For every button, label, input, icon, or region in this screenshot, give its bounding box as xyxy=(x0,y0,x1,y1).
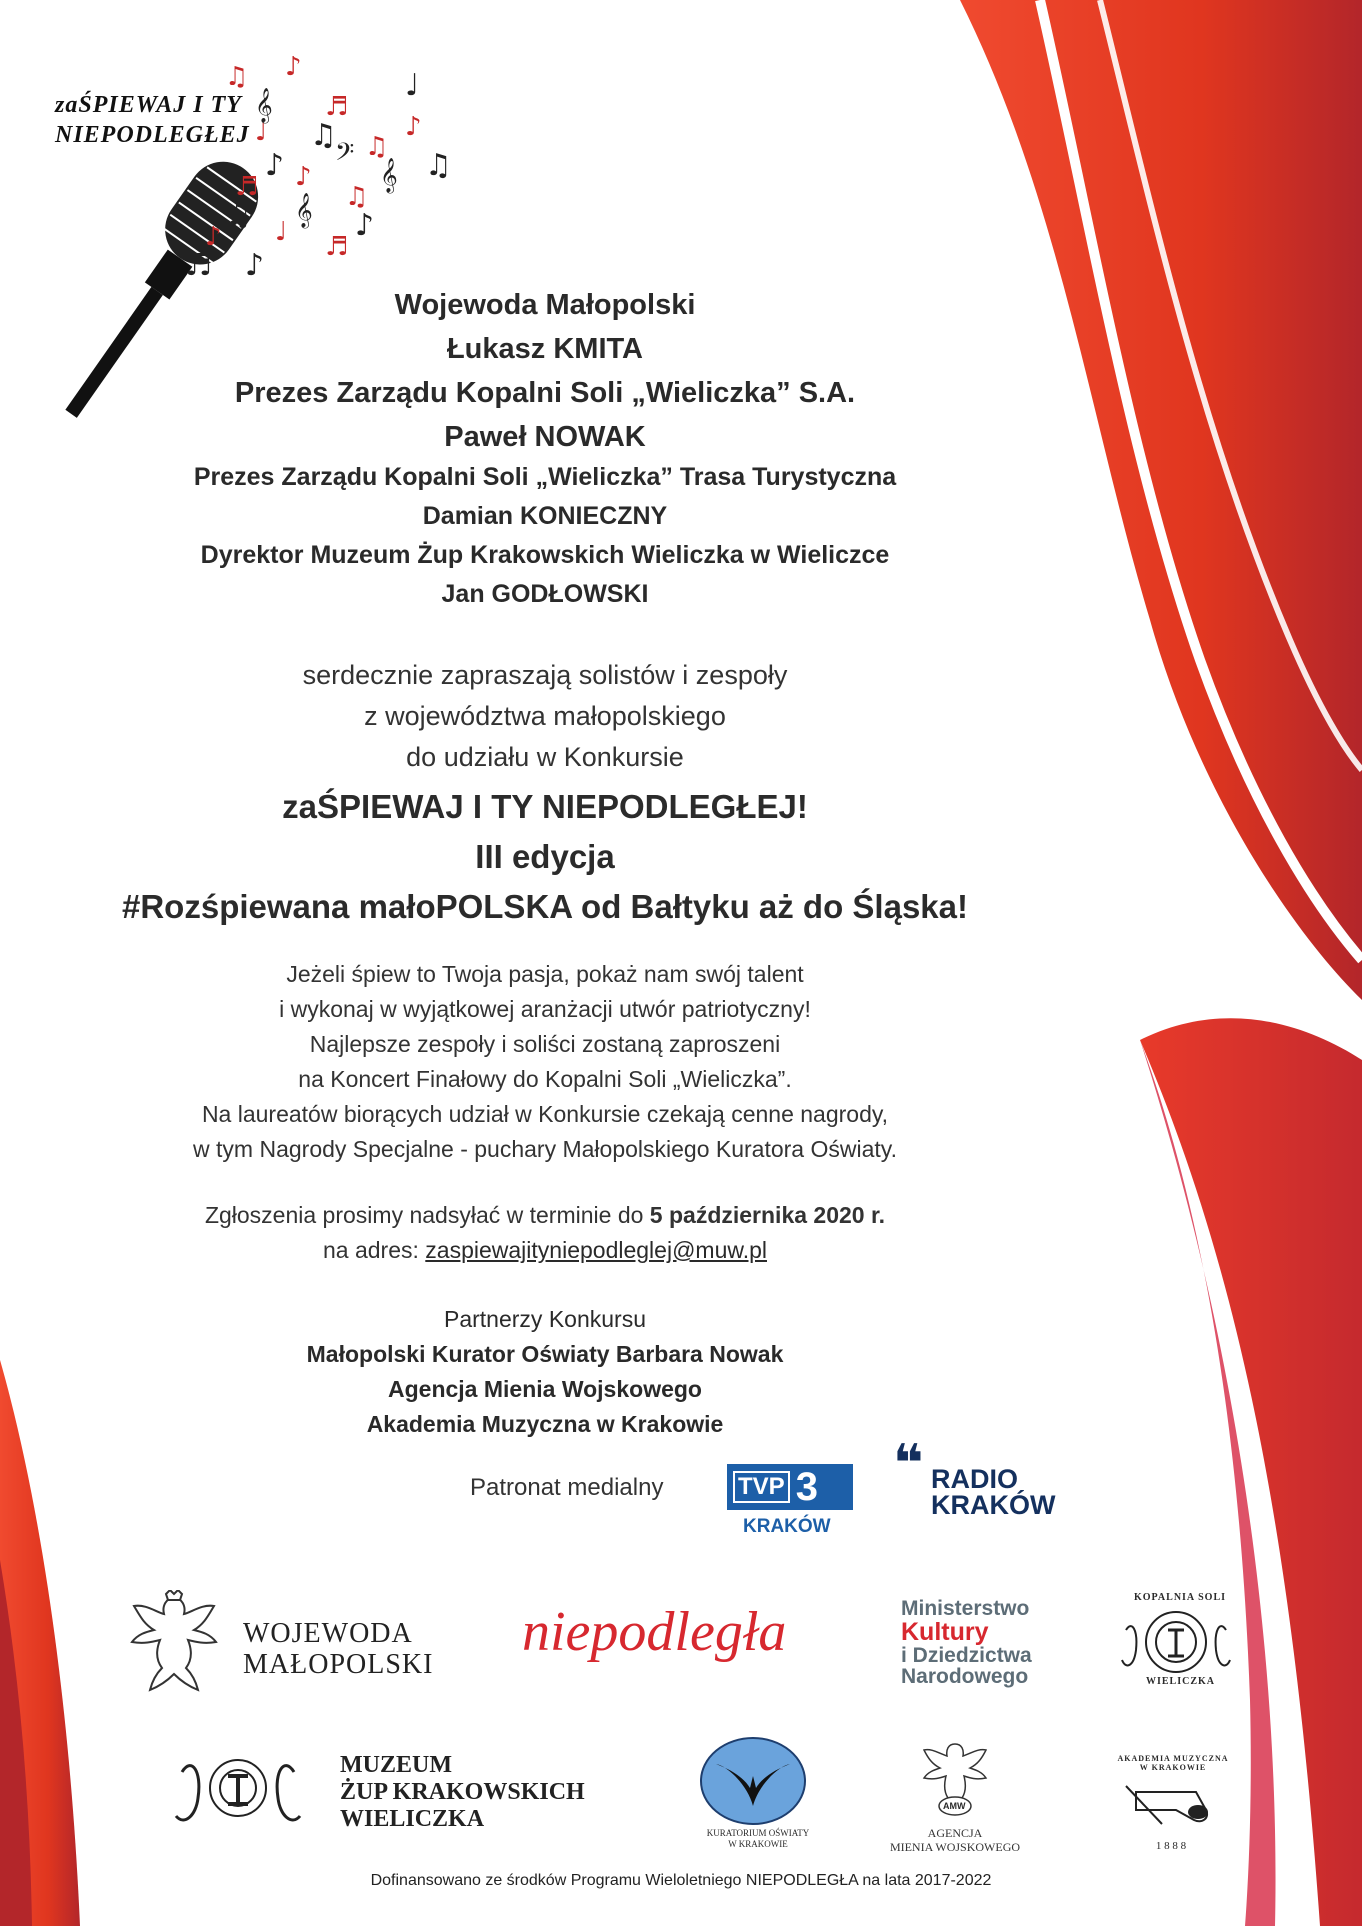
invite-line-3: do udziału w Konkursie xyxy=(406,742,684,772)
amw-logo xyxy=(885,1738,1025,1862)
submission-prefix: Zgłoszenia prosimy nadsyłać w terminie do xyxy=(204,1202,650,1228)
svg-text:♫: ♫ xyxy=(225,198,252,233)
invite-line-1: serdecznie zapraszają solistów i zespoły xyxy=(302,660,788,690)
host-3-title: Prezes Zarządu Kopalni Soli „Wieliczka” Trasa Turystyczna xyxy=(193,463,897,491)
svg-text:♬: ♬ xyxy=(325,232,349,262)
radio-quote-icon: ❝ xyxy=(893,1434,924,1494)
kopalnia-soli-logo xyxy=(1116,1590,1236,1690)
partner-1: Małopolski Kurator Oświaty Barbara Nowak xyxy=(306,1341,784,1367)
muzeum-line-3: WIELICZKA xyxy=(340,1806,485,1832)
svg-text:♪: ♪ xyxy=(355,208,375,243)
akademia-year: 1 8 8 8 xyxy=(1155,1840,1187,1852)
description-line-2: i wykonaj w wyjątkowej aranżacji utwór patriotyczny! xyxy=(279,996,811,1022)
svg-text:♪: ♪ xyxy=(245,248,265,283)
submission-email-link[interactable]: zaspiewajityniepodleglej@muw.pl xyxy=(425,1237,767,1263)
tvp-mark: TVP xyxy=(733,1471,790,1503)
ministry-line-2: Kultury xyxy=(901,1618,989,1646)
svg-text:♫: ♫ xyxy=(345,182,369,212)
svg-text:♪: ♪ xyxy=(205,222,222,252)
logo-title-line-2: NIEPODLEGŁEJ xyxy=(55,122,250,148)
kuratorium-logo xyxy=(688,1736,818,1852)
tvp3-krakow-logo xyxy=(727,1464,855,1540)
description-line-3: Najlepsze zespoły i soliści zostaną zaproszeni xyxy=(309,1031,781,1057)
svg-text:♪: ♪ xyxy=(265,148,285,183)
muzeum-line-2: ŻUP KRAKOWSKICH xyxy=(340,1779,585,1805)
akademia-arc-text: AKADEMIA MUZYCZNA W KRAKOWIE xyxy=(1117,1754,1229,1772)
radio-line-2: KRAKÓW xyxy=(931,1490,1056,1520)
partners-block xyxy=(0,1302,1090,1442)
svg-text:♪: ♪ xyxy=(295,162,312,192)
kuratorium-line-2: W KRAKOWIE xyxy=(728,1839,788,1849)
akademia-muzyczna-logo xyxy=(1106,1746,1236,1856)
footer-funding-note: Dofinansowano ze środków Programu Wieloletniego NIEPODLEGŁA na lata 2017-2022 xyxy=(370,1872,992,1889)
ministry-line-1: Ministerstwo xyxy=(901,1597,1030,1620)
svg-text:♫: ♫ xyxy=(225,62,249,92)
svg-text:♪: ♪ xyxy=(285,52,302,82)
muzeum-emblem-icon xyxy=(168,1742,308,1838)
svg-text:♬: ♬ xyxy=(325,92,349,122)
host-1-title: Wojewoda Małopolski xyxy=(394,289,696,321)
submission-block xyxy=(0,1198,1090,1268)
partner-2: Agencja Mienia Wojskowego xyxy=(388,1376,702,1402)
svg-text:𝄢: 𝄢 xyxy=(335,138,355,173)
svg-text:♫: ♫ xyxy=(425,148,452,183)
tvp-city: KRAKÓW xyxy=(743,1516,831,1537)
host-1-name: Łukasz KMITA xyxy=(446,333,644,365)
amw-line-1: AGENCJA xyxy=(927,1826,983,1840)
contest-hashtag: #Rozśpiewana małoPOLSKA od Bałtyku aż do Śląska! xyxy=(122,888,968,925)
host-2-title: Prezes Zarządu Kopalni Soli „Wieliczka” S.A. xyxy=(234,377,856,409)
svg-text:♫: ♫ xyxy=(310,118,337,153)
tvp3-badge xyxy=(727,1464,853,1510)
submission-deadline-line xyxy=(0,1198,1090,1233)
contest-edition: III edycja xyxy=(475,838,615,875)
kuratorium-line-1: KURATORIUM OŚWIATY xyxy=(706,1828,810,1838)
description-block xyxy=(0,957,1090,1167)
contest-name: zaŚPIEWAJ I TY NIEPODLEGŁEJ! xyxy=(282,788,808,825)
host-4-title: Dyrektor Muzeum Żup Krakowskich Wieliczka w Wieliczce xyxy=(200,541,890,569)
hosts-block-primary xyxy=(0,283,1090,459)
kopalnia-top-text: KOPALNIA SOLI xyxy=(1134,1592,1226,1603)
description-line-1: Jeżeli śpiew to Twoja pasja, pokaż nam swój talent xyxy=(286,961,804,987)
wojewoda-line-1: WOJEWODA xyxy=(243,1618,413,1649)
svg-text:♩: ♩ xyxy=(275,217,288,247)
svg-text:𝄞: 𝄞 xyxy=(295,193,313,228)
invitation-text xyxy=(0,655,1090,778)
kopalnia-bottom-text: WIELICZKA xyxy=(1146,1676,1216,1687)
amw-line-2: MIENIA WOJSKOWEGO xyxy=(889,1840,1021,1854)
swallow-emblem-icon xyxy=(698,1736,808,1826)
svg-text:♩: ♩ xyxy=(405,68,420,103)
host-4-name: Jan GODŁOWSKI xyxy=(441,580,649,608)
ministry-line-4: Narodowego xyxy=(901,1665,1029,1688)
svg-text:♫: ♫ xyxy=(365,132,389,162)
niepodlegla-logo: niepodległa xyxy=(522,1601,787,1663)
wojewoda-line-2: MAŁOPOLSKI xyxy=(243,1649,434,1680)
wojewoda-logo-text xyxy=(243,1618,433,1680)
submission-deadline: 5 października 2020 r. xyxy=(649,1202,886,1228)
muzeum-line-1: MUZEUM xyxy=(340,1752,452,1778)
svg-text:𝄞: 𝄞 xyxy=(380,158,398,193)
svg-text:♬: ♬ xyxy=(185,248,212,283)
radio-krakow-logo xyxy=(893,1434,1073,1522)
submission-address-prefix: na adres: xyxy=(323,1237,426,1263)
host-2-name: Paweł NOWAK xyxy=(444,421,646,453)
host-3-name: Damian KONIECZNY xyxy=(422,502,668,530)
submission-address-line xyxy=(0,1233,1090,1268)
amw-badge-text: AMW xyxy=(943,1801,966,1811)
svg-text:♬: ♬ xyxy=(235,172,259,202)
contest-title-block xyxy=(0,782,1090,932)
ministry-line-3: i Dziedzictwa xyxy=(901,1644,1032,1667)
svg-text:♩: ♩ xyxy=(255,117,268,147)
muzeum-logo-text xyxy=(340,1752,585,1833)
description-line-4: na Koncert Finałowy do Kopalni Soli „Wieliczka”. xyxy=(298,1066,792,1092)
partners-heading: Partnerzy Konkursu xyxy=(444,1306,646,1332)
description-line-6: w tym Nagrody Specjalne - puchary Małopolskiego Kuratora Oświaty. xyxy=(193,1136,897,1162)
media-patronage-label: Patronat medialny xyxy=(470,1474,664,1501)
invite-line-2: z województwa małopolskiego xyxy=(364,701,726,731)
tvp-number: 3 xyxy=(795,1465,818,1509)
hosts-block-secondary xyxy=(0,458,1090,614)
radio-line-1: RADIO xyxy=(931,1464,1018,1494)
description-line-5: Na laureatów biorących udział w Konkursie czekają cenne nagrody, xyxy=(201,1101,889,1127)
logo-title-line-1: zaŚPIEWAJ I TY xyxy=(55,92,242,118)
polish-eagle-emblem xyxy=(126,1590,222,1694)
ministry-logo xyxy=(901,1598,1032,1687)
svg-text:♪: ♪ xyxy=(405,112,422,142)
svg-text:𝄞: 𝄞 xyxy=(255,88,273,123)
logo-title xyxy=(55,90,250,150)
partner-3: Akademia Muzyczna w Krakowie xyxy=(366,1411,724,1437)
kopalnia-emblem-icon xyxy=(1116,1590,1236,1690)
